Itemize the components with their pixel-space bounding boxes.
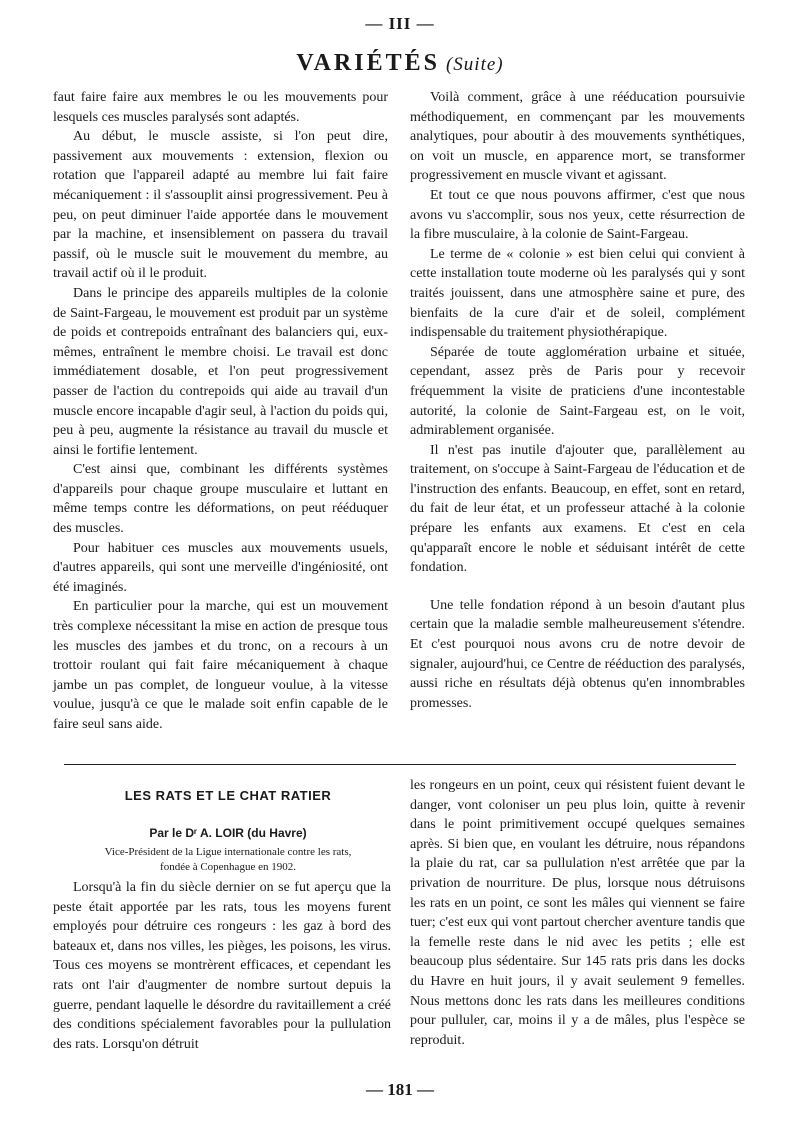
article-author: Par le Dʳ A. LOIR (du Havre) <box>149 826 307 840</box>
section-divider <box>64 764 736 765</box>
paragraph: faut faire faire aux membres le ou les mouvements pour lesquels ces muscles paralysés sont adaptés. <box>53 90 388 125</box>
bottom-left-column <box>53 878 391 1054</box>
affiliation-line: fondée à Copenhague en 1902. <box>160 861 296 873</box>
paragraph: Pour habituer ces muscles aux mouvements usuels, d'autres appareils, qui sont une merveille d'ingéniosité, ont été imaginés. <box>53 540 388 595</box>
article-title: LES RATS ET LE CHAT RATIER <box>124 788 332 803</box>
paragraph: Il n'est pas inutile d'ajouter que, parallèlement au traitement, on s'occupe à Saint-Fargeau de l'éducation et de l'instruction des enfants. Beaucoup, en effet, sont en retard, du fait de leur état, et un professeur attaché à la colonie prépare les enfants aux examens. Et c'est en cela qu'apparaît encore le noble et séduisant intérêt de cette fondation. <box>410 442 745 576</box>
top-left-column <box>53 88 388 735</box>
paragraph: Le terme de « colonie » est bien celui qui convient à cette installation toute moderne où les paralysés qui y sont traités jouissent, dans une atmosphère saine et pure, des bienfaits de la cure d'air et de soleil, complément indispensable du traitement physiothérapique. <box>410 246 745 341</box>
section-title <box>0 50 800 77</box>
paragraph: En particulier pour la marche, qui est un mouvement très complexe nécessitant la mise en action de presque tous les muscles des jambes et du tronc, on a recours à un trottoir roulant qui fait faire mécaniquement à chaque jambe un pas complet, de longueur voulue, à la vitesse voulue, jusqu'à ce que le malade soit enfin capable de le faire seul sans aide. <box>53 599 388 732</box>
page-number: — 181 — <box>366 1080 434 1099</box>
paragraph: Dans le principe des appareils multiples de la colonie de Saint-Fargeau, le mouvement est produit par un système de poids et contrepoids entraînant des balanciers qui, eux-mêmes, entraînent le membre choisi. Le travail est donc immédiatement dosable, et l'on peut progressivement passer de l'action du contrepoids qui aide au travail d'un muscle encore incapable d'agir seul, à l'action du poids qui, peu à peu, augmente la résistance au travail du muscle et ainsi le fortifie lentement. <box>53 285 388 458</box>
paragraph: Au début, le muscle assiste, si l'on peut dire, passivement aux mouvements : extension, flexion ou rotation que l'appareil adapté au membre lui fait faire mécaniquement : il s'assouplit ainsi progressivement. Peu à peu, on peut diminuer l'aide apportée dans le mouvement par la machine, et insensiblement on passera du travail passif, où le muscle suit le mouvement du membre, au travail actif où il le produit. <box>53 129 388 282</box>
affiliation-line: Vice-Président de la Ligue internationale contre les rats, <box>104 846 352 858</box>
paragraph: Séparée de toute agglomération urbaine et située, cependant, assez près de Paris pour y recevoir fréquemment la visite de praticiens d'une incontestable autorité, la colonie de Saint-Fargeau est, on le voit, admirablement organisée. <box>410 344 745 439</box>
paragraph: C'est ainsi que, combinant les différents systèmes d'appareils pour chaque groupe musculaire et luttant en même temps contre les déformations, on peut rééduquer des muscles. <box>53 462 388 537</box>
section-subtitle: (Suite) <box>445 54 504 75</box>
top-right-column <box>410 88 745 713</box>
paragraph: Voilà comment, grâce à une rééducation poursuivie méthodiquement, en commençant par les mouvements analytiques, pour aboutir à des mouvements synthétiques, on voit un muscle, en apparence mort, se transformer progressivement en muscle vivant et agissant. <box>410 90 745 184</box>
bottom-right-column <box>410 776 745 1050</box>
paragraph: les rongeurs en un point, ceux qui résistent fuient devant le danger, vont coloniser un peu plus loin, quitte à revenir dans le point primitivement occupé quelques semaines après. Si bien que, en voulant les détruire, nous répandons la plaie du rat, car sa pullulation n'est arrêtée que par la privation de nourriture. De plus, lorsque nous détruisons les rats en un point, ce sont les mâles qui viennent se faire tuer; c'est eux qui vont partout chercher aventure tandis que la femelle reste dans le nid avec les petits ; elle est beaucoup plus sédentaire. Sur 145 rats pris dans les docks du Havre en huit jours, il y avait seulement 9 femelles. Nous mettons donc les rats dans les meilleures conditions pour pulluler, car, moins il y a de mâles, plus l'espèce se reproduit. <box>410 778 745 1048</box>
paragraph: Lorsqu'à la fin du siècle dernier on se fut aperçu que la peste était apportée par les rats, tous les moyens furent employés pour détruire ces rongeurs : les gaz à bord des bateaux et, dans nos villes, les pièges, les poisons, les virus. Tous ces moyens se montrèrent efficaces, et cependant les rats ont l'air d'augmenter de nombre surtout depuis la guerre, pendant laquelle le désordre du ravitaillement a créé des conditions spécialement favorables pour la pullulation des rats. Lorsqu'on détruit <box>53 880 391 1052</box>
paragraph: Et tout ce que nous pouvons affirmer, c'est que nous avons vu s'accomplir, sous nos yeux, cette résurrection de la fibre musculaire, à la colonie de Saint-Fargeau. <box>410 187 745 243</box>
section-title-text: VARIÉTÉS <box>296 50 440 76</box>
article-affiliation <box>53 845 403 875</box>
paragraph: Une telle fondation répond à un besoin d'autant plus certain que la maladie semble malheureusement s'étendre. Et c'est pourquoi nous avons cru de notre devoir de signaler, aujourd'hui, ce Centre de rééduction des paralysés, aussi riche en résultats déjà obtenus qu'en innombrables promesses. <box>410 597 745 711</box>
page-roman-number: — III — <box>365 14 435 33</box>
